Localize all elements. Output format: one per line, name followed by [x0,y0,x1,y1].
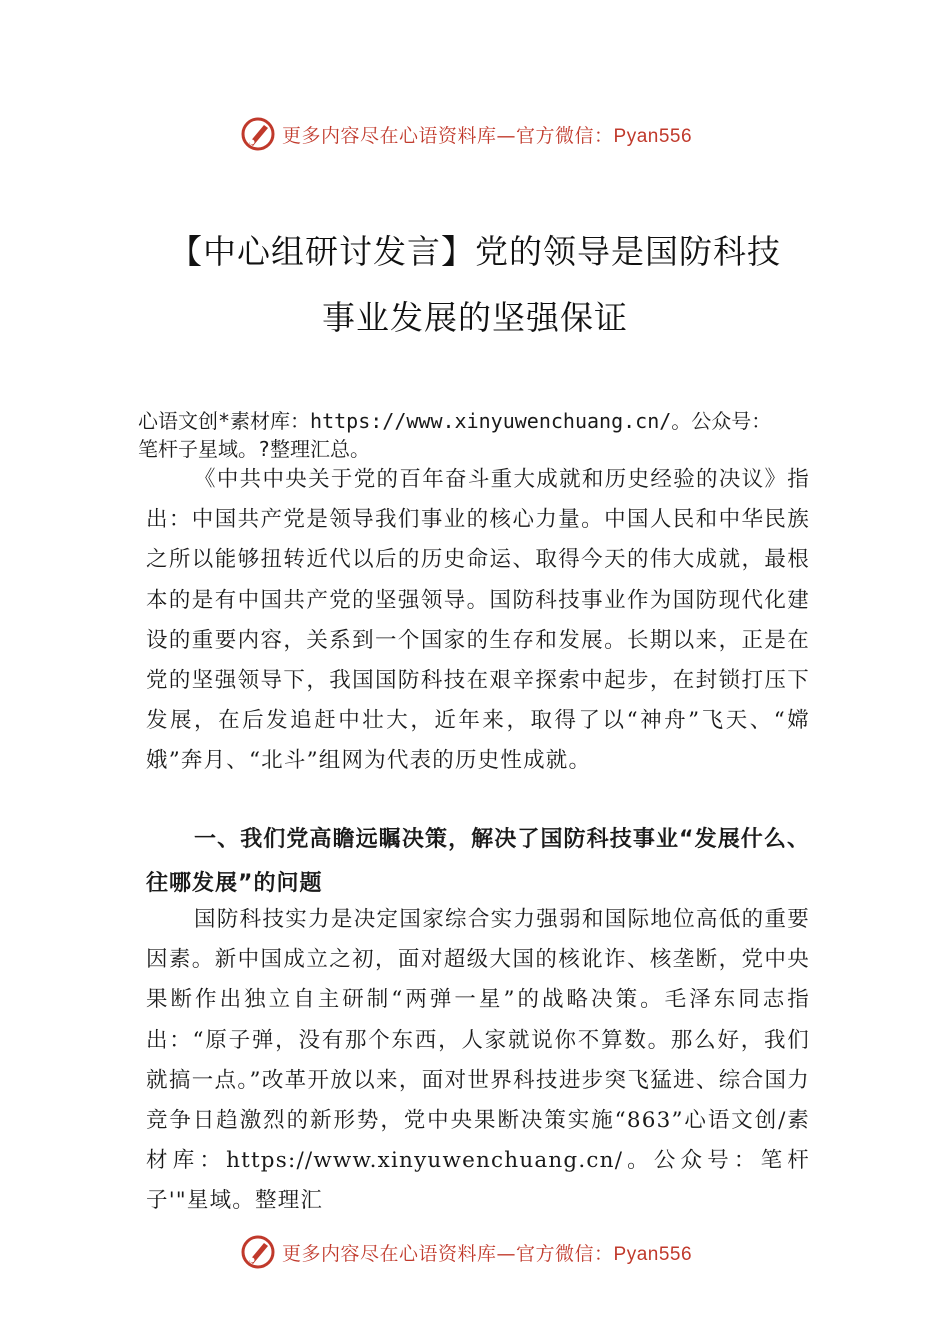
pen-circle-logo-icon [240,1234,276,1270]
source-note-line1: 心语文创*素材库：https://www.xinyuwenchuang.cn/。公众号： [138,409,772,433]
banner-text: 更多内容尽在心语资料库—官方微信：Pyan556 [282,1242,693,1265]
document-title-line2: 事业发展的坚强保证 [322,298,628,337]
source-note-line2: 笔杆子星域。?整理汇总。 [138,437,371,461]
section-heading-1: 一、我们党高瞻远瞩决策，解决了国防科技事业“发展什么、往哪发展”的问题 [146,827,810,896]
body-paragraph-1: 《中共中央关于党的百年奋斗重大成就和历史经验的决议》指出：中国共产党是领导我们事业的核心力量。中国人民和中华民族之所以能够扭转近代以后的历史命运、取得今天的伟大成就，最根本的是有中国共产党的坚强领导。国防科技事业作为国防现代化建设的重要内容，关系到一个国家的生存和发展。长期以来，正是在党的坚强领导下，我国国防科技在艰辛探索中起步，在封锁打压下发展，在后发追赶中壮大，近年来，取得了以“神舟”飞天、“嫦娥”奔月、“北斗”组网为代表的历史性成就。 [146,467,810,774]
body-paragraph-2: 国防科技实力是决定国家综合实力强弱和国际地位高低的重要因素。新中国成立之初，面对超级大国的核讹诈、核垄断，党中央果断作出独立自主研制“两弹一星”的战略决策。毛泽东同志指出：“原子弹，没有那个东西，人家就说你不算数。那么好，我们就搞一点。”改革开放以来，面对世界科技进步突飞猛进、综合国力竞争日趋激烈的新形势，党中央果断决策实施“863”心语文创/素材库：https://www.xinyuwenchuang.cn/。公众号：笔杆子'"星域。整理汇 [146,907,810,1214]
banner-text: 更多内容尽在心语资料库—官方微信：Pyan556 [282,124,693,147]
pen-circle-logo-icon [240,116,276,152]
footer-banner [240,1232,692,1272]
document-title-line1: 【中心组研讨发言】党的领导是国防科技 [169,232,781,271]
header-banner [240,114,692,154]
